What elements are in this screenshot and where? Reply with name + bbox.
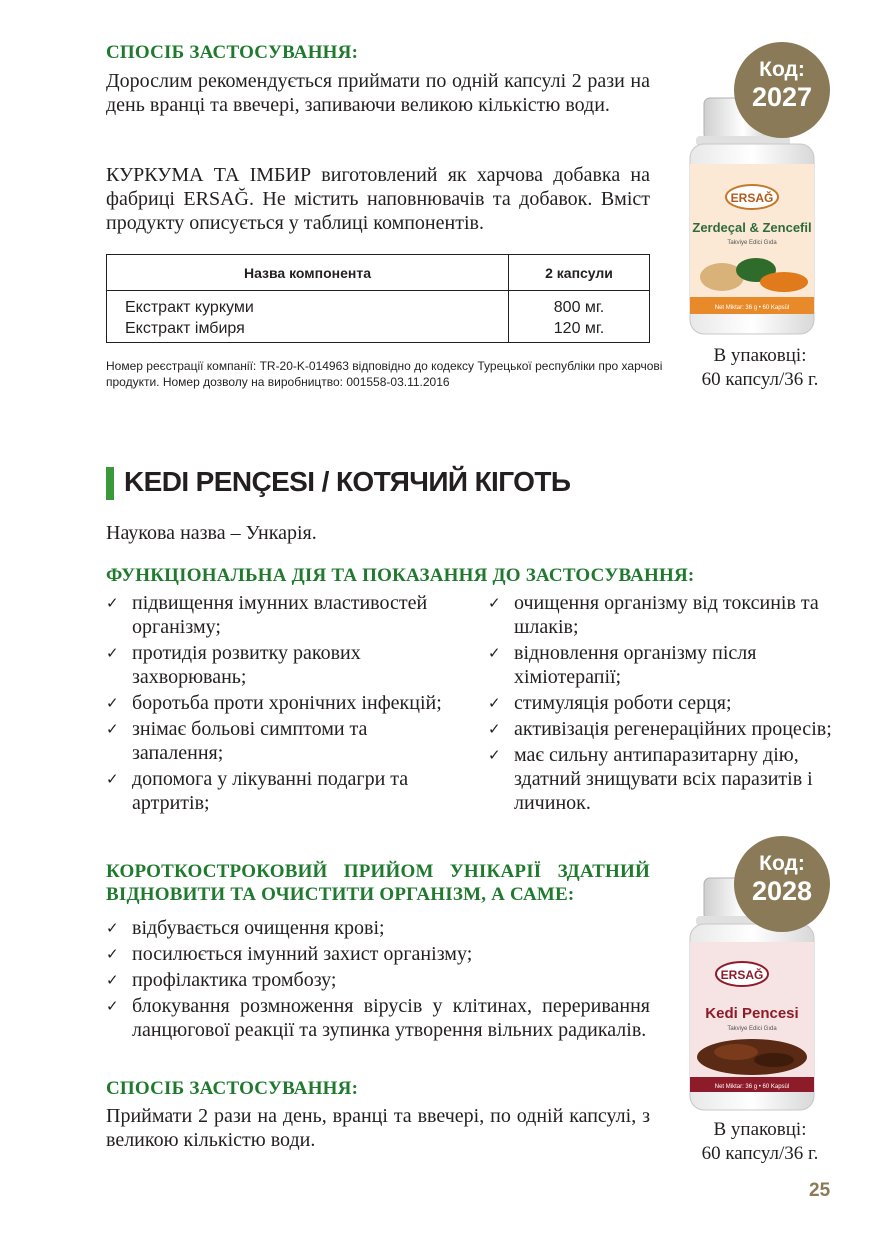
product-label-net: Net Miktar: 36 g • 60 Kapsül bbox=[714, 305, 790, 311]
components-table bbox=[106, 254, 650, 343]
product-code-badge bbox=[734, 42, 830, 138]
check-icon: ✓ bbox=[106, 997, 119, 1015]
product-label-name: Zerdeçal & Zencefil bbox=[692, 220, 812, 235]
component-value: 120 мг. bbox=[553, 320, 605, 337]
code-label: Код: bbox=[759, 852, 805, 875]
short-term-list bbox=[106, 916, 650, 1044]
usage-text-2: Приймати 2 рази на день, вранці та ввечері, по одній капсулі, з великою кількістю води. bbox=[106, 1105, 650, 1151]
component-name: Екстракт імбиря bbox=[125, 320, 245, 337]
usage-heading: СПОСІБ ЗАСТОСУВАННЯ: bbox=[106, 42, 359, 63]
component-value: 800 мг. bbox=[553, 299, 605, 316]
code-label: Код: bbox=[759, 58, 805, 81]
package-info bbox=[675, 1118, 845, 1166]
list-item: ✓ підвищення імунних властивостей організму; bbox=[106, 592, 428, 638]
functional-heading: ФУНКЦІОНАЛЬНА ДІЯ ТА ПОКАЗАННЯ ДО ЗАСТОСУВАННЯ: bbox=[106, 565, 695, 586]
check-icon: ✓ bbox=[488, 644, 501, 662]
indications-list-right bbox=[488, 591, 833, 817]
list-item: ✓ блокування розмноження вірусів у клітинах, переривання ланцюгової реакції та зупинка утворення вільних радикалів. bbox=[106, 995, 650, 1041]
indications-list-left bbox=[106, 591, 456, 817]
check-icon: ✓ bbox=[106, 945, 119, 963]
list-item: ✓ має сильну антипаразитарну дію, здатний знищувати всіх паразитів і личинок. bbox=[488, 744, 813, 814]
page-number: 25 bbox=[809, 1180, 831, 1201]
list-item: ✓ посилюється імунний захист організму; bbox=[106, 943, 473, 965]
list-item: ✓ очищення організму від токсинів та шлаків; bbox=[488, 592, 819, 638]
package-info bbox=[675, 344, 845, 392]
list-item: ✓ знімає больові симптоми та запалення; bbox=[106, 718, 368, 764]
check-icon: ✓ bbox=[106, 594, 119, 612]
package-amount: 60 капсул/36 г. bbox=[701, 1143, 819, 1164]
package-label: В упаковці: bbox=[713, 1119, 807, 1140]
product-label-subtitle: Takviye Edici Gıda bbox=[727, 1026, 777, 1032]
package-amount: 60 капсул/36 г. bbox=[701, 369, 819, 390]
check-icon: ✓ bbox=[488, 720, 501, 738]
list-item: ✓ профілактика тромбозу; bbox=[106, 969, 337, 991]
table-cell-values bbox=[509, 291, 650, 343]
table-header-component: Назва компонента bbox=[107, 255, 509, 291]
product-description: КУРКУМА ТА ІМБИР виготовлений як харчова добавка на фабриці ERSAĞ. Не містить наповнювачів та добавок. Вміст продукту описується у таблиці компонентів. bbox=[106, 164, 650, 234]
usage-text: Дорослим рекомендується приймати по одній капсулі 2 рази на день вранці та ввечері, запиваючи великою кількістю води. bbox=[106, 70, 650, 116]
registration-note: Номер реєстрації компанії: TR-20-K-014963 відповідно до кодексу Турецької республіки про харчові продукти. Номер дозволу на виробництво: 001558-03.11.2016 bbox=[106, 359, 663, 389]
list-item: ✓ допомога у лікуванні подагри та артритів; bbox=[106, 768, 409, 814]
brand-logo: ERSAĞ bbox=[720, 968, 764, 982]
usage-heading-2: СПОСІБ ЗАСТОСУВАННЯ: bbox=[106, 1078, 359, 1099]
check-icon: ✓ bbox=[106, 694, 119, 712]
list-item: ✓ відбувається очищення крові; bbox=[106, 917, 385, 939]
check-icon: ✓ bbox=[488, 746, 501, 764]
component-name: Екстракт куркуми bbox=[125, 299, 254, 316]
check-icon: ✓ bbox=[106, 919, 119, 937]
section-title: KEDI PENÇESI / КОТЯЧИЙ КІГОТЬ bbox=[124, 466, 571, 497]
product-label-subtitle: Takviye Edici Gıda bbox=[727, 240, 777, 246]
scientific-name: Наукова назва – Ункарія. bbox=[106, 522, 317, 544]
title-accent-bar bbox=[106, 467, 114, 500]
table-header-dose: 2 капсули bbox=[509, 255, 650, 291]
short-term-heading: КОРОТКОСТРОКОВИЙ ПРИЙОМ УНІКАРІЇ ЗДАТНИЙ ВІДНОВИТИ ТА ОЧИСТИТИ ОРГАНІЗМ, А САМЕ: bbox=[106, 861, 650, 905]
list-item: ✓ активізація регенераційних процесів; bbox=[488, 718, 832, 740]
check-icon: ✓ bbox=[106, 770, 119, 788]
check-icon: ✓ bbox=[106, 644, 119, 662]
list-item: ✓ боротьба проти хронічних інфекцій; bbox=[106, 692, 442, 714]
product-code-badge bbox=[734, 836, 830, 932]
list-item: ✓ відновлення організму після хіміотерапії; bbox=[488, 642, 757, 688]
check-icon: ✓ bbox=[106, 720, 119, 738]
table-cell-names bbox=[107, 291, 509, 343]
package-label: В упаковці: bbox=[713, 345, 807, 366]
brand-logo: ERSAĞ bbox=[730, 191, 774, 205]
check-icon: ✓ bbox=[488, 594, 501, 612]
check-icon: ✓ bbox=[106, 971, 119, 989]
list-item: ✓ протидія розвитку ракових захворювань; bbox=[106, 642, 361, 688]
list-item: ✓ стимуляція роботи серця; bbox=[488, 692, 732, 714]
code-number: 2027 bbox=[751, 82, 813, 112]
product-label-name: Kedi Pencesi bbox=[705, 1005, 799, 1022]
product-label-net: Net Miktar: 36 g • 60 Kapsül bbox=[714, 1084, 790, 1090]
check-icon: ✓ bbox=[488, 694, 501, 712]
code-number: 2028 bbox=[751, 876, 813, 906]
table-row bbox=[107, 291, 650, 343]
